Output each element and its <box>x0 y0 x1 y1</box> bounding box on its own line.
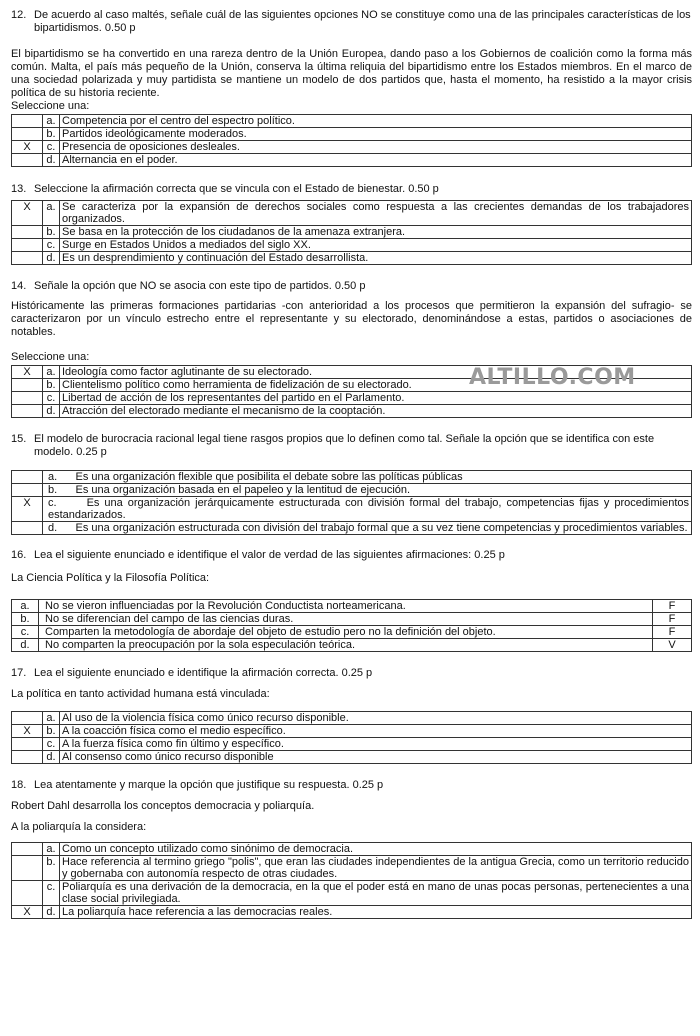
option-row[interactable] <box>12 522 692 535</box>
option-row[interactable] <box>12 471 692 484</box>
answer-mark <box>12 751 43 764</box>
truth-value: F <box>653 600 692 613</box>
answer-mark <box>12 405 43 418</box>
option-letter: a. <box>43 115 60 128</box>
option-text: Se caracteriza por la expansión de derechos sociales como respuesta a las crecientes demandas de los trabajadores organizados. <box>60 201 692 226</box>
option-text: Comparten la metodología de abordaje del objeto de estudio pero no la definición del objeto. <box>39 626 653 639</box>
option-row[interactable] <box>12 154 692 167</box>
option-text: c. Es una organización jerárquicamente estructurada con división formal del trabajo, competencias fijas y procedimientos estandarizados. <box>43 497 692 522</box>
answer-mark: X <box>12 366 43 379</box>
option-row[interactable] <box>12 881 692 906</box>
truth-value: F <box>653 613 692 626</box>
answer-mark <box>12 712 43 725</box>
option-letter: d. <box>43 252 60 265</box>
question-18-text-2: A la poliarquía la considera: <box>11 821 147 833</box>
watermark-logo: ALTILLO.COM <box>469 365 636 390</box>
option-row[interactable] <box>12 639 692 652</box>
option-row[interactable] <box>12 738 692 751</box>
answer-mark <box>12 471 43 484</box>
option-row[interactable] <box>12 906 692 919</box>
answer-mark: X <box>12 141 43 154</box>
answer-mark <box>12 115 43 128</box>
answer-mark <box>12 226 43 239</box>
option-letter: a. <box>43 201 60 226</box>
option-row[interactable] <box>12 843 692 856</box>
option-letter: b. <box>12 613 39 626</box>
option-row[interactable] <box>12 392 692 405</box>
option-text: Surge en Estados Unidos a mediados del siglo XX. <box>60 239 692 252</box>
answer-mark <box>12 128 43 141</box>
option-letter: d. <box>43 751 60 764</box>
option-letter: c. <box>43 239 60 252</box>
question-12-text: El bipartidismo se ha convertido en una rareza dentro de la Unión Europea, dando paso a los Gobiernos de coalición como la forma más común. Malta, el país más pequeño de la Unión, conserva la última reliquia del bipartidismo entre los Estados miembros. En el marco de una sociedad polarizada y muy partidista se mantiene un modelo de dos partidos que, hasta el momento, ha resistido a la mayor crisis política de su historia reciente. <box>11 48 692 99</box>
option-text: La poliarquía hace referencia a las democracias reales. <box>60 906 692 919</box>
option-row[interactable] <box>12 712 692 725</box>
question-17 <box>11 667 692 764</box>
option-letter: d. <box>12 639 39 652</box>
exam-page <box>11 9 692 919</box>
question-15 <box>11 433 692 535</box>
option-letter: b. <box>43 128 60 141</box>
option-row[interactable] <box>12 115 692 128</box>
option-text: Alternancia en el poder. <box>60 154 692 167</box>
option-text: A la coacción física como el medio específico. <box>60 725 692 738</box>
option-row[interactable] <box>12 201 692 226</box>
option-letter: a. <box>43 843 60 856</box>
question-16-text: La Ciencia Política y la Filosofía Política: <box>11 572 210 584</box>
option-text: Al consenso como único recurso disponible <box>60 751 692 764</box>
question-18-text-1: Robert Dahl desarrolla los conceptos democracia y poliarquía. <box>11 800 315 812</box>
question-14-select-label: Seleccione una: <box>11 351 90 363</box>
option-row[interactable] <box>12 239 692 252</box>
option-text: Se basa en la protección de los ciudadanos de la amenaza extranjera. <box>60 226 692 239</box>
question-12-options <box>11 114 692 167</box>
option-letter: c. <box>43 738 60 751</box>
option-text: No se vieron influenciadas por la Revolución Conductista norteamericana. <box>39 600 653 613</box>
answer-mark: X <box>12 201 43 226</box>
question-12-select-label: Seleccione una: <box>11 100 90 112</box>
option-text: Libertad de acción de los representantes del partido en el Parlamento. <box>60 392 692 405</box>
option-text: Ideología como factor aglutinante de su electorado. <box>60 366 692 379</box>
option-row[interactable] <box>12 626 692 639</box>
option-letter: b. <box>48 484 58 496</box>
option-text: Hace referencia al termino griego "polis", que eran las ciudades independientes de la antigua Grecia, como un territorio reducido y gobernaba con autonomía respecto de otras ciudades. <box>60 856 692 881</box>
question-17-title: 17. Lea el siguiente enunciado e identifique la afirmación correcta. 0.25 p <box>11 667 373 679</box>
option-row[interactable] <box>12 484 692 497</box>
option-letter: a. <box>48 471 58 483</box>
answer-mark <box>12 252 43 265</box>
option-text: No se diferencian del campo de las ciencias duras. <box>39 613 653 626</box>
option-text: Al uso de la violencia física como único recurso disponible. <box>60 712 692 725</box>
question-12 <box>11 9 692 167</box>
option-row[interactable] <box>12 613 692 626</box>
question-13-title: 13. Seleccione la afirmación correcta que se vincula con el Estado de bienestar. 0.50 p <box>11 183 439 195</box>
question-14-text: Históricamente las primeras formaciones partidarias -con anterioridad a los procesos que permitieron la expansión del sufragio- se caracterizaron por un vínculo estrecho entre el representante y su electorado, denominándose a estas, partidos o asociaciones de notables. <box>11 300 692 338</box>
answer-mark <box>12 392 43 405</box>
option-letter: b. <box>43 226 60 239</box>
option-text: Competencia por el centro del espectro político. <box>60 115 692 128</box>
option-letter: c. <box>12 626 39 639</box>
question-16-options <box>11 599 692 652</box>
option-text: Como un concepto utilizado como sinónimo de democracia. <box>60 843 692 856</box>
option-letter: d. <box>48 522 58 534</box>
option-text: Partidos ideológicamente moderados. <box>60 128 692 141</box>
question-18-options <box>11 842 692 919</box>
question-13 <box>11 183 692 265</box>
truth-value: F <box>653 626 692 639</box>
option-text: Es un desprendimiento y continuación del Estado desarrollista. <box>60 252 692 265</box>
option-text: Atracción del electorado mediante el mecanismo de la cooptación. <box>60 405 692 418</box>
question-18 <box>11 779 692 919</box>
answer-mark <box>12 881 43 906</box>
answer-mark: X <box>12 497 43 522</box>
question-16 <box>11 549 692 652</box>
option-text: No comparten la preocupación por la sola especulación teórica. <box>39 639 653 652</box>
question-16-title: 16. Lea el siguiente enunciado e identifique el valor de verdad de las siguientes afirmaciones: 0.25 p <box>11 549 505 561</box>
question-17-options <box>11 711 692 764</box>
option-text: a. Es una organización flexible que posibilita el debate sobre las políticas públicas <box>43 471 692 484</box>
answer-mark: X <box>12 725 43 738</box>
option-text: b. Es una organización basada en el papeleo y la lentitud de ejecución. <box>43 484 692 497</box>
option-letter: c. <box>43 392 60 405</box>
option-row[interactable] <box>12 405 692 418</box>
option-letter: d. <box>43 154 60 167</box>
option-letter: d. <box>43 405 60 418</box>
option-row[interactable] <box>12 856 692 881</box>
option-row[interactable] <box>12 600 692 613</box>
option-text: Poliarquía es una derivación de la democracia, en la que el poder está en mano de unas pocas personas, pertenecientes a una clase social privilegiada. <box>60 881 692 906</box>
option-text: Presencia de oposiciones desleales. <box>60 141 692 154</box>
answer-mark <box>12 738 43 751</box>
answer-mark <box>12 484 43 497</box>
option-row[interactable] <box>12 252 692 265</box>
answer-mark <box>12 843 43 856</box>
option-letter: a. <box>43 366 60 379</box>
option-letter: c. <box>48 497 57 509</box>
option-text: d. Es una organización estructurada con división del trabajo formal que a su vez tiene competencias y procedimientos variables. <box>43 522 692 535</box>
answer-mark: X <box>12 906 43 919</box>
option-letter: c. <box>43 881 60 906</box>
option-text: Clientelismo político como herramienta de fidelización de su electorado. <box>60 379 692 392</box>
option-letter: b. <box>43 725 60 738</box>
option-row[interactable] <box>12 226 692 239</box>
option-letter: a. <box>12 600 39 613</box>
question-15-options <box>11 470 692 535</box>
question-13-options <box>11 200 692 265</box>
question-18-title: 18. Lea atentamente y marque la opción que justifique su respuesta. 0.25 p <box>11 779 384 791</box>
option-row[interactable] <box>12 751 692 764</box>
option-letter: b. <box>43 856 60 881</box>
question-14 <box>11 280 692 418</box>
answer-mark <box>12 522 43 535</box>
option-letter: c. <box>43 141 60 154</box>
question-14-title: 14. Señale la opción que NO se asocia con este tipo de partidos. 0.50 p <box>11 280 366 292</box>
option-letter: d. <box>43 906 60 919</box>
option-row[interactable] <box>12 141 692 154</box>
question-15-title: 15. El modelo de burocracia racional legal tiene rasgos propios que lo definen como tal. Señale la opción que se identifica con este modelo. 0.25 p <box>11 433 655 458</box>
truth-value: V <box>653 639 692 652</box>
option-row[interactable] <box>12 725 692 738</box>
answer-mark <box>12 239 43 252</box>
answer-mark <box>12 154 43 167</box>
option-row[interactable] <box>12 497 692 522</box>
question-12-title: 12. De acuerdo al caso maltés, señale cuál de las siguientes opciones NO se constituye como una de las principales características de los bipartidismos. 0.50 p <box>11 9 691 34</box>
option-text: A la fuerza física como fin último y específico. <box>60 738 692 751</box>
option-letter: b. <box>43 379 60 392</box>
answer-mark <box>12 379 43 392</box>
question-17-text: La política en tanto actividad humana está vinculada: <box>11 688 270 700</box>
option-row[interactable] <box>12 128 692 141</box>
answer-mark <box>12 856 43 881</box>
option-letter: a. <box>43 712 60 725</box>
